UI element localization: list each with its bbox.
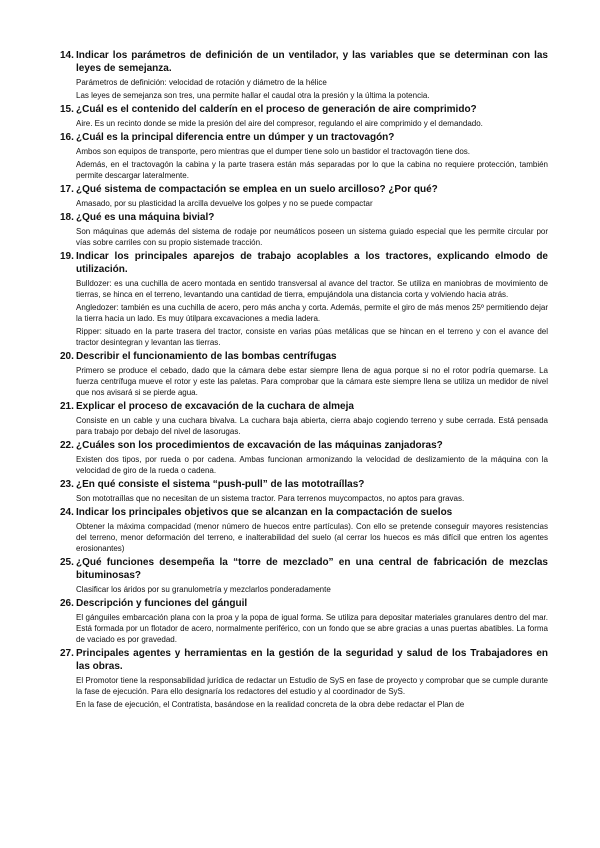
question-item (0, 647, 600, 710)
question-item (0, 439, 600, 476)
answer-paragraph: En la fase de ejecución, el Contratista, basándose en la realidad concreta de la obra debe redactar el Plan de (76, 700, 465, 709)
question-text: ¿Cuáles son los procedimientos de excavación de las máquinas zanjadoras? (76, 440, 443, 451)
answer-paragraph: Angledozer: también es una cuchilla de acero, pero más ancha y corta. Además, permite el giro de más menos 25º permitiendo dejar la tierra hacia un lado. Es muy útilpara excavaciones a media ladera. (76, 303, 548, 323)
question-item (0, 556, 600, 595)
question-number: 20. (60, 351, 74, 362)
question-item (0, 250, 600, 348)
answer-paragraph: Ambos son equipos de transporte, pero mientras que el dumper tiene solo un bastidor el tractovagón tiene dos. (76, 147, 471, 156)
question-text: ¿En qué consiste el sistema “push-pull” de las mototraíllas? (76, 479, 365, 490)
question-text: Indicar los principales objetivos que se alcanzan en la compactación de suelos (76, 507, 453, 518)
answer-paragraph: Consiste en un cable y una cuchara bivalva. La cuchara baja abierta, cierra abajo cogiendo terreno y sube cerrada. Está pensada para trabajo por debajo del nivel de lasorugas. (76, 416, 548, 436)
question-text: Explicar el proceso de excavación de la cuchara de almeja (76, 401, 354, 412)
answer-paragraph: Amasado, por su plasticidad la arcilla devuelve los golpes y no se puede compactar (76, 199, 373, 208)
question-text: ¿Qué funciones desempeña la “torre de mezclado” en una central de fabricación de mezclas bituminosas? (76, 557, 548, 581)
answer-paragraph: El Promotor tiene la responsabilidad jurídica de redactar un Estudio de SyS en fase de proyecto y comprobar que se cumple durante la fase de ejecución. Para ello designaría los redactores del estudio y al coordinador de SyS. (76, 676, 548, 696)
question-number: 18. (60, 212, 74, 223)
question-text: ¿Qué sistema de compactación se emplea en un suelo arcilloso? ¿Por qué? (76, 184, 438, 195)
answer-paragraph: Ripper: situado en la parte trasera del tractor, consiste en varias púas metálicas que se hincan en el terreno y con el avance del tractor desintegran y levantan las tierras. (76, 327, 548, 347)
question-item (0, 597, 600, 645)
answer-paragraph: Las leyes de semejanza son tres, una permite hallar el caudal otra la presión y la última la potencia. (76, 91, 430, 100)
answer-paragraph: Existen dos tipos, por rueda o por cadena. Ambas funcionan armonizando la velocidad de deslizamiento de la máquina con la velocidad de giro de la rueda o cadena. (76, 455, 548, 475)
question-number: 23. (60, 479, 74, 490)
question-number: 25. (60, 557, 74, 568)
question-item (0, 211, 600, 248)
question-number: 24. (60, 507, 74, 518)
question-item (0, 478, 600, 504)
question-number: 17. (60, 184, 74, 195)
answer-paragraph: Primero se produce el cebado, dado que la cámara debe estar siempre llena de agua porque si no el rotor podría quemarse. La fuerza centrífuga mueve el rotor y este las paletas. Para comprobar que la cámara este siempre llena se utiliza un medidor de nivel que nos avisará si se pierde agua. (76, 366, 548, 397)
question-item (0, 131, 600, 181)
document-page (0, 49, 600, 712)
question-text: ¿Cuál es la principal diferencia entre un dúmper y un tractovagón? (76, 132, 395, 143)
question-item (0, 49, 600, 101)
question-text: Indicar los parámetros de definición de un ventilador, y las variables que se determinan con las leyes de semejanza. (76, 50, 548, 74)
question-number: 26. (60, 598, 74, 609)
answer-paragraph: Obtener la máxima compacidad (menor número de huecos entre partículas). Con ello se pretende conseguir mayores resistencias del terreno, menor deformación del terreno, e inalterabilidad del suelo (al cerrar los huecos es más difícil que entren los agentes erosionantes) (76, 522, 548, 553)
question-number: 27. (60, 648, 74, 659)
question-number: 16. (60, 132, 74, 143)
question-item (0, 103, 600, 129)
answer-paragraph: Aire. Es un recinto donde se mide la presión del aire del compresor, regulando el aire comprimido y el demandado. (76, 119, 483, 128)
answer-paragraph: Parámetros de definición: velocidad de rotación y diámetro de la hélice (76, 78, 327, 87)
question-text: ¿Cuál es el contenido del calderín en el proceso de generación de aire comprimido? (76, 104, 477, 115)
question-number: 22. (60, 440, 74, 451)
question-text: Principales agentes y herramientas en la gestión de la seguridad y salud de los Trabajadores en las obras. (76, 648, 548, 672)
question-number: 19. (60, 251, 74, 262)
question-text: Indicar los principales aparejos de trabajo acoplables a los tractores, explicando elmodo de utilización. (76, 251, 548, 275)
question-text: ¿Qué es una máquina bivial? (76, 212, 215, 223)
question-text: Descripción y funciones del gánguil (76, 598, 248, 609)
answer-paragraph: Clasificar los áridos por su granulometría y mezclarlos ponderadamente (76, 585, 331, 594)
answer-paragraph: Además, en el tractovagón la cabina y la parte trasera están más separadas por lo que la cabina no requiere protección, también permite descargar lateralmente. (76, 160, 548, 180)
answer-paragraph: El gánguiles embarcación plana con la proa y la popa de igual forma. Se utiliza para depositar materiales granulares dentro del mar. Está formada por un flotador de acero, normalmente periférico, con un fondo que se abre gracias a unas puertas abatibles. La forma de vaciado es por gravedad. (76, 613, 548, 644)
question-text: Describir el funcionamiento de las bombas centrífugas (76, 351, 337, 362)
question-item (0, 350, 600, 398)
question-number: 14. (60, 50, 74, 61)
answer-paragraph: Son mototraíllas que no necesitan de un sistema tractor. Para terrenos muycompactos, no aptos para gravas. (76, 494, 465, 503)
question-item (0, 183, 600, 209)
question-item (0, 400, 600, 437)
question-number: 15. (60, 104, 74, 115)
question-number: 21. (60, 401, 74, 412)
question-item (0, 506, 600, 554)
answer-paragraph: Bulldozer: es una cuchilla de acero montada en sentido transversal al avance del tractor. Se utiliza en maniobras de movimiento de tierras, se hinca en el terreno, levantando una cantidad de tierra, empujándola una distancia corta y volviendo hacia atrás. (76, 279, 548, 299)
answer-paragraph: Son máquinas que además del sistema de rodaje por neumáticos poseen un sistema guiado especial que les permite circular por vías sobre carriles con su propio sistemade tracción. (76, 227, 548, 247)
